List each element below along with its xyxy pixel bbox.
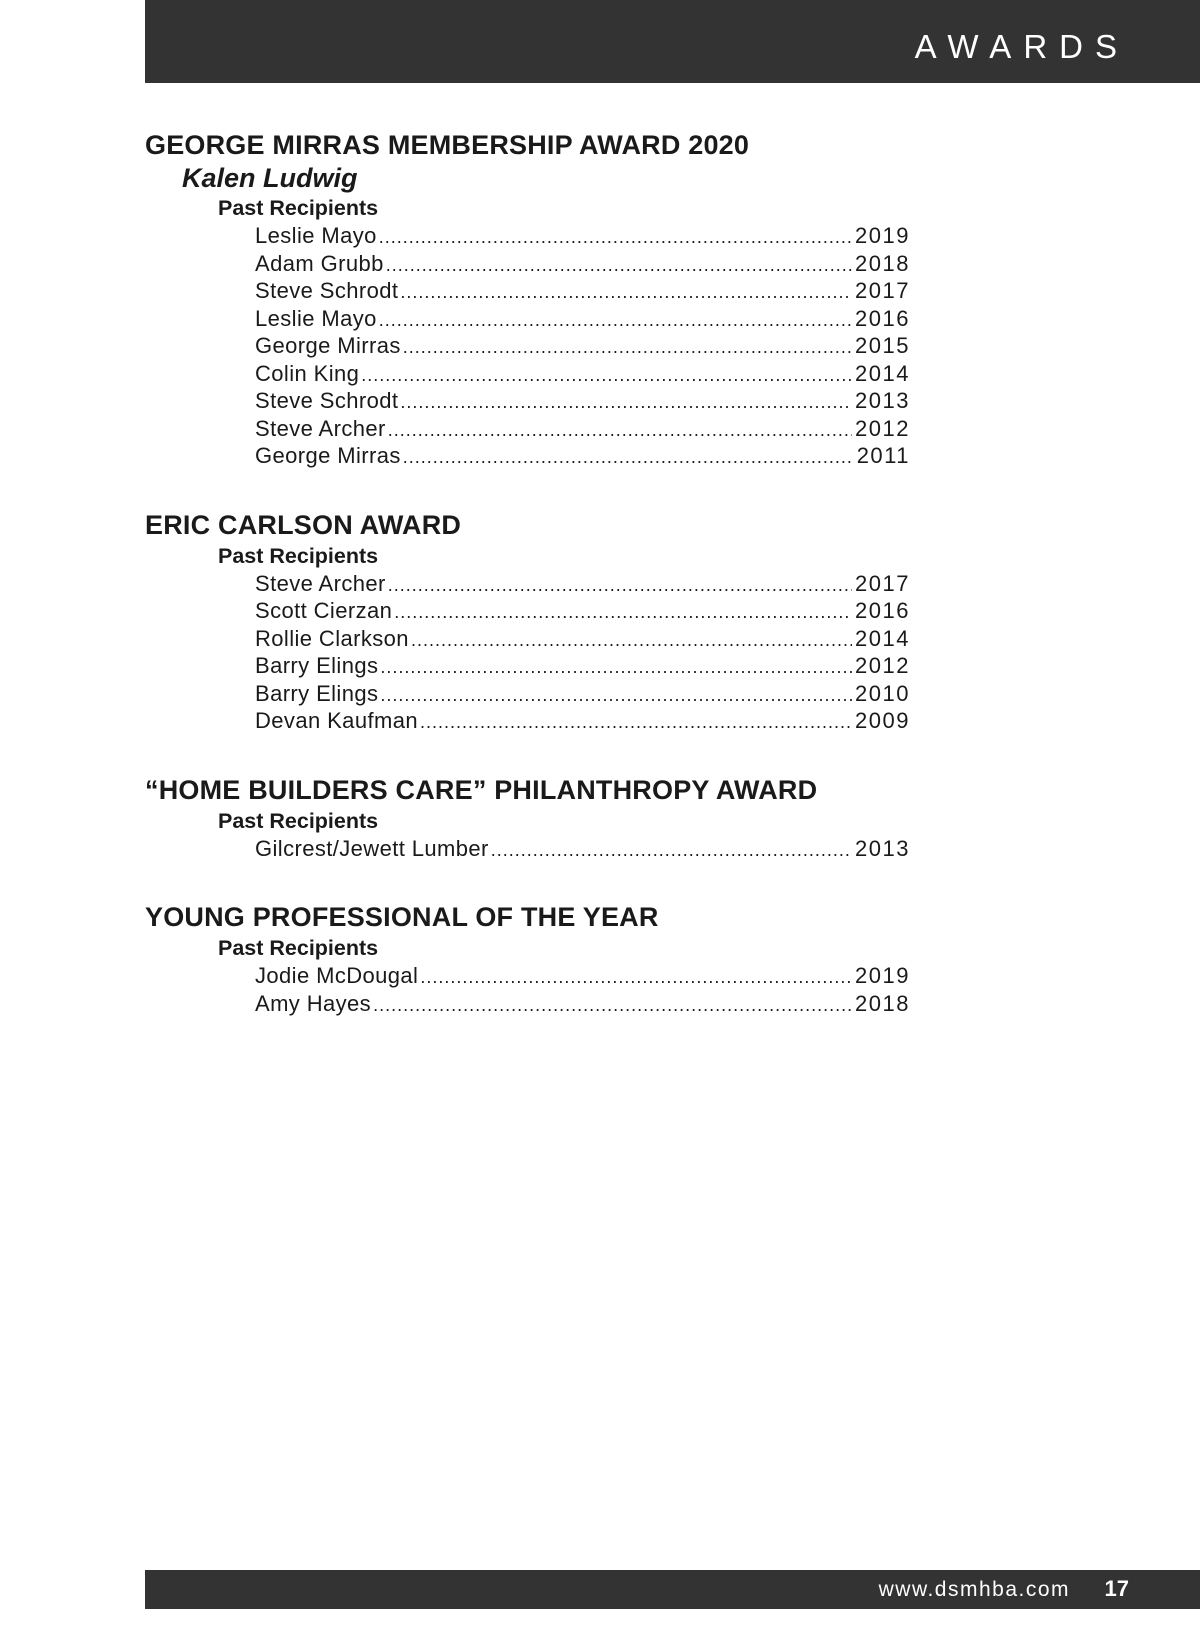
recipient-row [255, 707, 910, 735]
recipient-row [255, 625, 910, 653]
recipient-year: 2012 [855, 415, 910, 441]
dot-leader [420, 964, 852, 992]
recipient-row [255, 387, 910, 415]
dot-leader [379, 224, 852, 252]
dot-leader [403, 334, 852, 362]
recipient-list [145, 570, 910, 735]
dot-leader [386, 252, 852, 280]
recipient-row [255, 250, 910, 278]
dot-leader [379, 307, 852, 335]
recipient-year: 2016 [855, 598, 910, 623]
dot-leader [361, 362, 852, 390]
award-winner: Kalen Ludwig [182, 163, 358, 193]
dot-leader [491, 837, 852, 865]
recipient-year: 2011 [856, 443, 910, 468]
recipient-row [255, 835, 910, 863]
recipient-row [255, 962, 910, 990]
past-recipients-label: Past Recipients [218, 936, 379, 960]
recipient-name: Steve Schrodt [255, 388, 399, 413]
section-title: AWARDS [914, 28, 1129, 65]
recipient-list [145, 962, 910, 1017]
recipient-year: 2014 [855, 625, 910, 651]
dot-leader [388, 417, 852, 445]
dot-leader [380, 682, 852, 710]
recipient-name: Barry Elings [255, 680, 379, 706]
dot-leader [411, 627, 852, 655]
recipient-year: 2013 [855, 388, 910, 413]
recipient-year: 2018 [855, 990, 910, 1016]
recipient-row [255, 442, 910, 470]
recipient-row [255, 415, 910, 443]
recipient-row [255, 332, 910, 360]
recipient-year: 2012 [855, 653, 910, 678]
award-section-george-mirras [145, 128, 910, 470]
dot-leader [380, 654, 852, 682]
recipient-name: Steve Archer [255, 570, 386, 596]
recipient-year: 2009 [855, 708, 910, 733]
recipient-year: 2017 [855, 278, 910, 303]
award-section-eric-carlson [145, 508, 910, 735]
recipient-year: 2019 [855, 963, 910, 988]
recipient-name: Steve Archer [255, 415, 386, 441]
recipient-name: Scott Cierzan [255, 598, 393, 623]
past-recipients-label: Past Recipients [218, 808, 379, 833]
award-title: GEORGE MIRRAS MEMBERSHIP AWARD 2020 [145, 130, 750, 160]
recipient-row [255, 305, 910, 333]
recipient-name: Steve Schrodt [255, 278, 399, 303]
award-title: ERIC CARLSON AWARD [145, 509, 462, 540]
page-number: 17 [1104, 1576, 1129, 1601]
recipient-row [255, 360, 910, 388]
recipient-year: 2018 [855, 250, 910, 276]
website-url: www.dsmhba.com [878, 1578, 1070, 1601]
recipient-name: George Mirras [255, 333, 401, 358]
recipient-year: 2019 [855, 223, 910, 248]
recipient-row [255, 277, 910, 305]
recipient-row [255, 597, 910, 625]
dot-leader [400, 279, 852, 307]
recipient-name: Devan Kaufman [255, 708, 418, 733]
award-title: “HOME BUILDERS CARE” PHILANTHROPY AWARD [145, 774, 818, 805]
recipient-name: Rollie Clarkson [255, 625, 409, 651]
recipient-name: George Mirras [255, 443, 401, 468]
award-section-home-builders-care [145, 773, 910, 863]
recipient-year: 2013 [855, 835, 910, 861]
header-bar [145, 0, 1200, 83]
recipient-year: 2017 [855, 570, 910, 596]
dot-leader [394, 599, 852, 627]
recipient-row [255, 652, 910, 680]
recipient-year: 2016 [855, 305, 910, 331]
recipient-name: Barry Elings [255, 653, 379, 678]
dot-leader [420, 709, 852, 737]
footer-bar [145, 1570, 1200, 1609]
recipient-year: 2014 [855, 360, 910, 386]
recipient-year: 2010 [855, 680, 910, 706]
award-section-young-professional [145, 900, 910, 1017]
recipient-name: Leslie Mayo [255, 305, 377, 331]
recipient-row [255, 680, 910, 708]
recipient-list [145, 835, 910, 863]
recipient-name: Colin King [255, 360, 360, 386]
recipient-row [255, 990, 910, 1018]
recipient-name: Leslie Mayo [255, 223, 377, 248]
dot-leader [373, 992, 852, 1020]
awards-content [145, 128, 910, 1055]
recipient-name: Amy Hayes [255, 990, 372, 1016]
recipient-name: Gilcrest/Jewett Lumber [255, 835, 489, 861]
recipient-row [255, 570, 910, 598]
recipient-list [145, 222, 910, 470]
recipient-name: Adam Grubb [255, 250, 384, 276]
dot-leader [403, 444, 854, 472]
recipient-year: 2015 [855, 333, 910, 358]
recipient-row [255, 222, 910, 250]
recipient-name: Jodie McDougal [255, 963, 419, 988]
dot-leader [400, 389, 852, 417]
past-recipients-label: Past Recipients [218, 196, 379, 220]
award-title: YOUNG PROFESSIONAL OF THE YEAR [145, 902, 659, 932]
dot-leader [388, 572, 852, 600]
past-recipients-label: Past Recipients [218, 543, 379, 568]
